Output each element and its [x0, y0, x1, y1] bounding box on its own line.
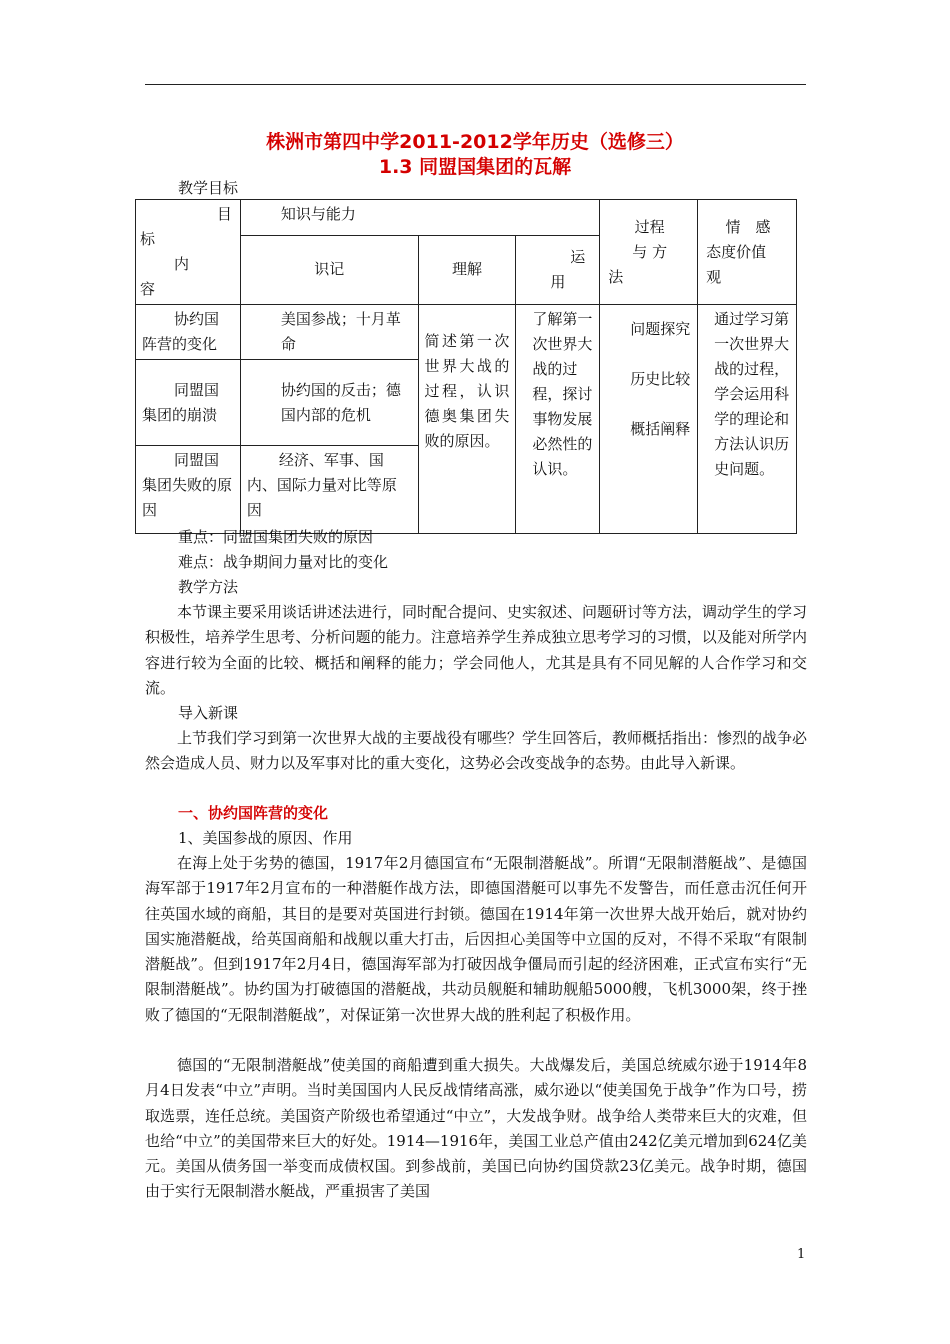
- intro-text: 上节我们学习到第一次世界大战的主要战役有哪些？学生回答后，教师概括指出：惨烈的战争必然会造成人员、财力以及军事对比的重大变化，这势必会改变战争的态势。由此导入新课。: [145, 729, 808, 773]
- row-recall: 协约国的反击；德国内部的危机: [240, 360, 418, 446]
- method-label: 教学方法: [178, 578, 239, 596]
- paragraph: 德国的“无限制潜艇战”使美国的商船遭到重大损失。大战爆发后，美国总统威尔逊于1914年8月4日发表“中立”声明。当时美国国内人民反战情绪高涨，威尔逊以“使美国免于战争”作为口号，捞取选票，连任总统。美国资产阶级也希望通过“中立”，大发战争财。战争给人类带来巨大的灾难，但也给“中立”的美国带来巨大的好处。1914—1916年，美国工业总产值由242亿美元增加到624亿美元。美国从债务国一举变而成债权国。到参战前，美国已向协约国贷款23亿美元。战争时期，德国由于实行无限制潜水艇战，严重损害了美国: [145, 1056, 807, 1201]
- difficulty: 难点：战争期间力量对比的变化: [178, 553, 389, 571]
- teaching-goals-label: 教学目标: [178, 179, 239, 197]
- section-heading: 一、协约国阵营的变化: [178, 804, 329, 822]
- row-recall: 美国参战；十月革命: [240, 305, 418, 360]
- doc-title: 株洲市第四中学2011-2012学年历史（选修三）: [266, 131, 684, 153]
- understand-cell: 简述第一次世界大战的过程，认识德奥集团失败的原因。: [418, 305, 516, 534]
- paragraph: 在海上处于劣势的德国，1917年2月德国宣布“无限制潜艇战”。所谓“无限制潜艇战”、是德国海军部于1917年2月宣布的一种潜艇作战方法，即德国潜艇可以事先不发警告，而任意击沉任何开往英国水域的商船，其目的是要对英国进行封锁。德国在1914年第一次世界大战开始后，就对协约国实施潜艇战，给英国商船和战舰以重大打击，后因担心美国等中立国的反对，不得不采取“有限制潜艇战”。但到1917年2月4日，德国海军部为打破因战争僵局而引起的经济困难，正式宣布实行“无限制潜艇战”。协约国为打破德国的潜艇战，共动员舰艇和辅助舰船5000艘，飞机3000架，终于挫败了德国的“无限制潜艇战”，对保证第一次世界大战的胜利起了积极作用。: [145, 854, 807, 1024]
- head-understand: 理解: [418, 235, 516, 304]
- row-topic: 同盟国集团失败的原因: [136, 446, 241, 534]
- head-recall: 识记: [240, 235, 418, 304]
- key-point: 重点：同盟国集团失败的原因: [178, 528, 374, 546]
- sub-heading: 1、美国参战的原因、作用: [178, 829, 353, 847]
- corner-cell: 目 标 内 容: [136, 200, 241, 305]
- row-topic: 同盟国集团的崩溃: [136, 360, 241, 446]
- head-process: 过程 与 方 法: [600, 200, 698, 305]
- head-knowledge: 知识与能力: [240, 200, 599, 236]
- head-apply: 运 用: [516, 235, 600, 304]
- apply-cell: 了解第一次世界大战的过程，探讨事物发展必然性的认识。: [516, 305, 600, 534]
- emotion-cell: 通过学习第一次世界大战的过程，学会运用科学的理论和方法认识历史问题。: [698, 305, 797, 534]
- row-topic: 协约国阵营的变化: [136, 305, 241, 360]
- row-recall: 经济、军事、国内、国际力量对比等原因: [240, 446, 418, 534]
- head-emotion: 情 感 态度价值 观: [698, 200, 797, 305]
- goals-table: [135, 199, 797, 534]
- page-number: 1: [797, 1247, 806, 1262]
- doc-subtitle: 1.3 同盟国集团的瓦解: [378, 156, 572, 178]
- intro-label: 导入新课: [178, 704, 239, 722]
- method-cell: 问题探究 历史比较 概括阐释: [600, 305, 698, 534]
- method-text: 本节课主要采用谈话讲述法进行，同时配合提问、史实叙述、问题研讨等方法，调动学生的学习积极性，培养学生思考、分析问题的能力。注意培养学生养成独立思考学习的习惯，以及能对所学内容进行较为全面的比较、概括和阐释的能力；学会同他人，尤其是具有不同见解的人合作学习和交流。: [145, 603, 808, 697]
- header-rule: [145, 84, 806, 85]
